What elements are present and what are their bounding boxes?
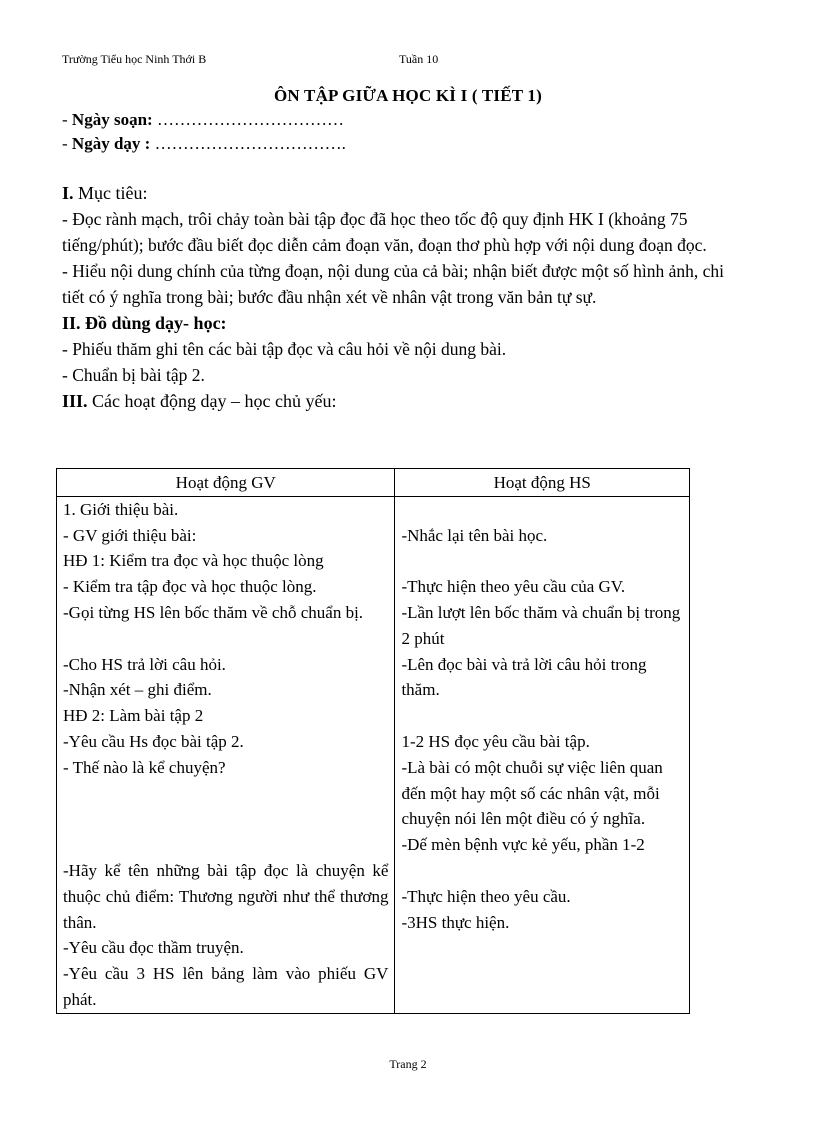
prep-date-value: ……………………………	[156, 110, 344, 129]
hs-line: -Thực hiện theo yêu cầu của GV.	[401, 577, 626, 597]
table-row	[57, 496, 690, 1013]
lesson-body	[62, 180, 734, 414]
teach-date-label: Ngày dạy :	[71, 134, 151, 153]
hs-line: -Nhắc lại tên bài học.	[401, 525, 548, 545]
gv-line: -Yêu cầu đọc thầm truyện.	[63, 938, 244, 958]
gv-line: - Kiểm tra tập đọc và học thuộc lòng.	[63, 577, 317, 597]
gv-line: 1. Giới thiệu bài.	[63, 499, 179, 519]
prep-date-line: - Ngày soạn: ……………………………	[62, 110, 344, 129]
col-header-gv: Hoạt động GV	[57, 469, 395, 497]
page-number: Trang 2	[389, 1057, 427, 1071]
prep-date-label: Ngày soạn:	[71, 110, 153, 129]
gv-line: HĐ 2: Làm bài tập 2	[63, 706, 204, 726]
hs-line: 1-2 HS đọc yêu cầu bài tập.	[401, 731, 590, 751]
gv-line: HĐ 1: Kiểm tra đọc và học thuộc lòng	[63, 551, 324, 571]
activities-table	[56, 468, 690, 1014]
gv-line: - GV giới thiệu bài:	[63, 525, 197, 545]
objective-1: - Đọc rành mạch, trôi chảy toàn bài tập đọc đã học theo tốc độ quy định HK I (khoảng 75 tiếng/phút); bước đầu biết đọc diễn cảm đoạn văn, đoạn thơ phù hợp với nội dung đoạn đọc.	[62, 209, 707, 255]
section-3-heading: III. Các hoạt động dạy – học chủ yếu:	[62, 391, 337, 411]
gv-line: - Thế nào là kể chuyện?	[63, 757, 226, 777]
material-1: - Phiếu thăm ghi tên các bài tập đọc và câu hỏi về nội dung bài.	[62, 339, 507, 359]
teach-date-value: …………………………….	[154, 134, 346, 153]
table-header-row	[57, 469, 690, 497]
gv-line: -Hãy kể tên những bài tập đọc là chuyện kể thuộc chủ điểm: Thương người như thể thương thân.	[63, 860, 389, 932]
objective-2: - Hiểu nội dung chính của từng đoạn, nội dung của cả bài; nhận biết được một số hình ảnh, chi tiết có ý nghĩa trong bài; bước đầu nhận xét về nhân vật trong văn bản tự sự.	[62, 261, 724, 307]
gv-activities-cell	[57, 496, 395, 1013]
gv-line: -Cho HS trả lời câu hỏi.	[63, 654, 226, 674]
teach-date-line: - Ngày dạy : …………………………….	[62, 134, 346, 153]
hs-line: -Là bài có một chuỗi sự việc liên quan đến một hay một số các nhân vật, mỗi chuyện nói lên một điều có ý nghĩa.	[401, 757, 663, 829]
gv-line: -Nhận xét – ghi điểm.	[63, 680, 212, 700]
section-2-heading: II. Đồ dùng dạy- học:	[62, 313, 227, 333]
hs-line: -Dế mèn bệnh vực kẻ yếu, phần 1-2	[401, 835, 645, 855]
section-1-heading: I. Mục tiêu:	[62, 183, 148, 203]
hs-line: -Thực hiện theo yêu cầu.	[401, 886, 571, 906]
week-label: Tuần 10	[399, 52, 439, 66]
lesson-title: ÔN TẬP GIỮA HỌC KÌ I ( TIẾT 1)	[274, 86, 542, 105]
gv-line: -Yêu cầu 3 HS lên bảng làm vào phiếu GV phát.	[63, 964, 389, 1009]
gv-line: -Yêu cầu Hs đọc bài tập 2.	[63, 731, 244, 751]
school-name: Trường Tiểu học Ninh Thới B	[62, 52, 207, 66]
gv-line: -Gọi từng HS lên bốc thăm về chỗ chuẩn bị.	[63, 602, 364, 622]
col-header-hs: Hoạt động HS	[395, 469, 690, 497]
hs-line: -Lên đọc bài và trả lời câu hỏi trong thăm.	[401, 654, 647, 700]
hs-line: -Lần lượt lên bốc thăm và chuẩn bị trong 2 phút	[401, 602, 681, 648]
hs-activities-cell	[395, 496, 690, 1013]
material-2: - Chuẩn bị bài tập 2.	[62, 365, 205, 385]
hs-line: -3HS thực hiện.	[401, 912, 510, 932]
